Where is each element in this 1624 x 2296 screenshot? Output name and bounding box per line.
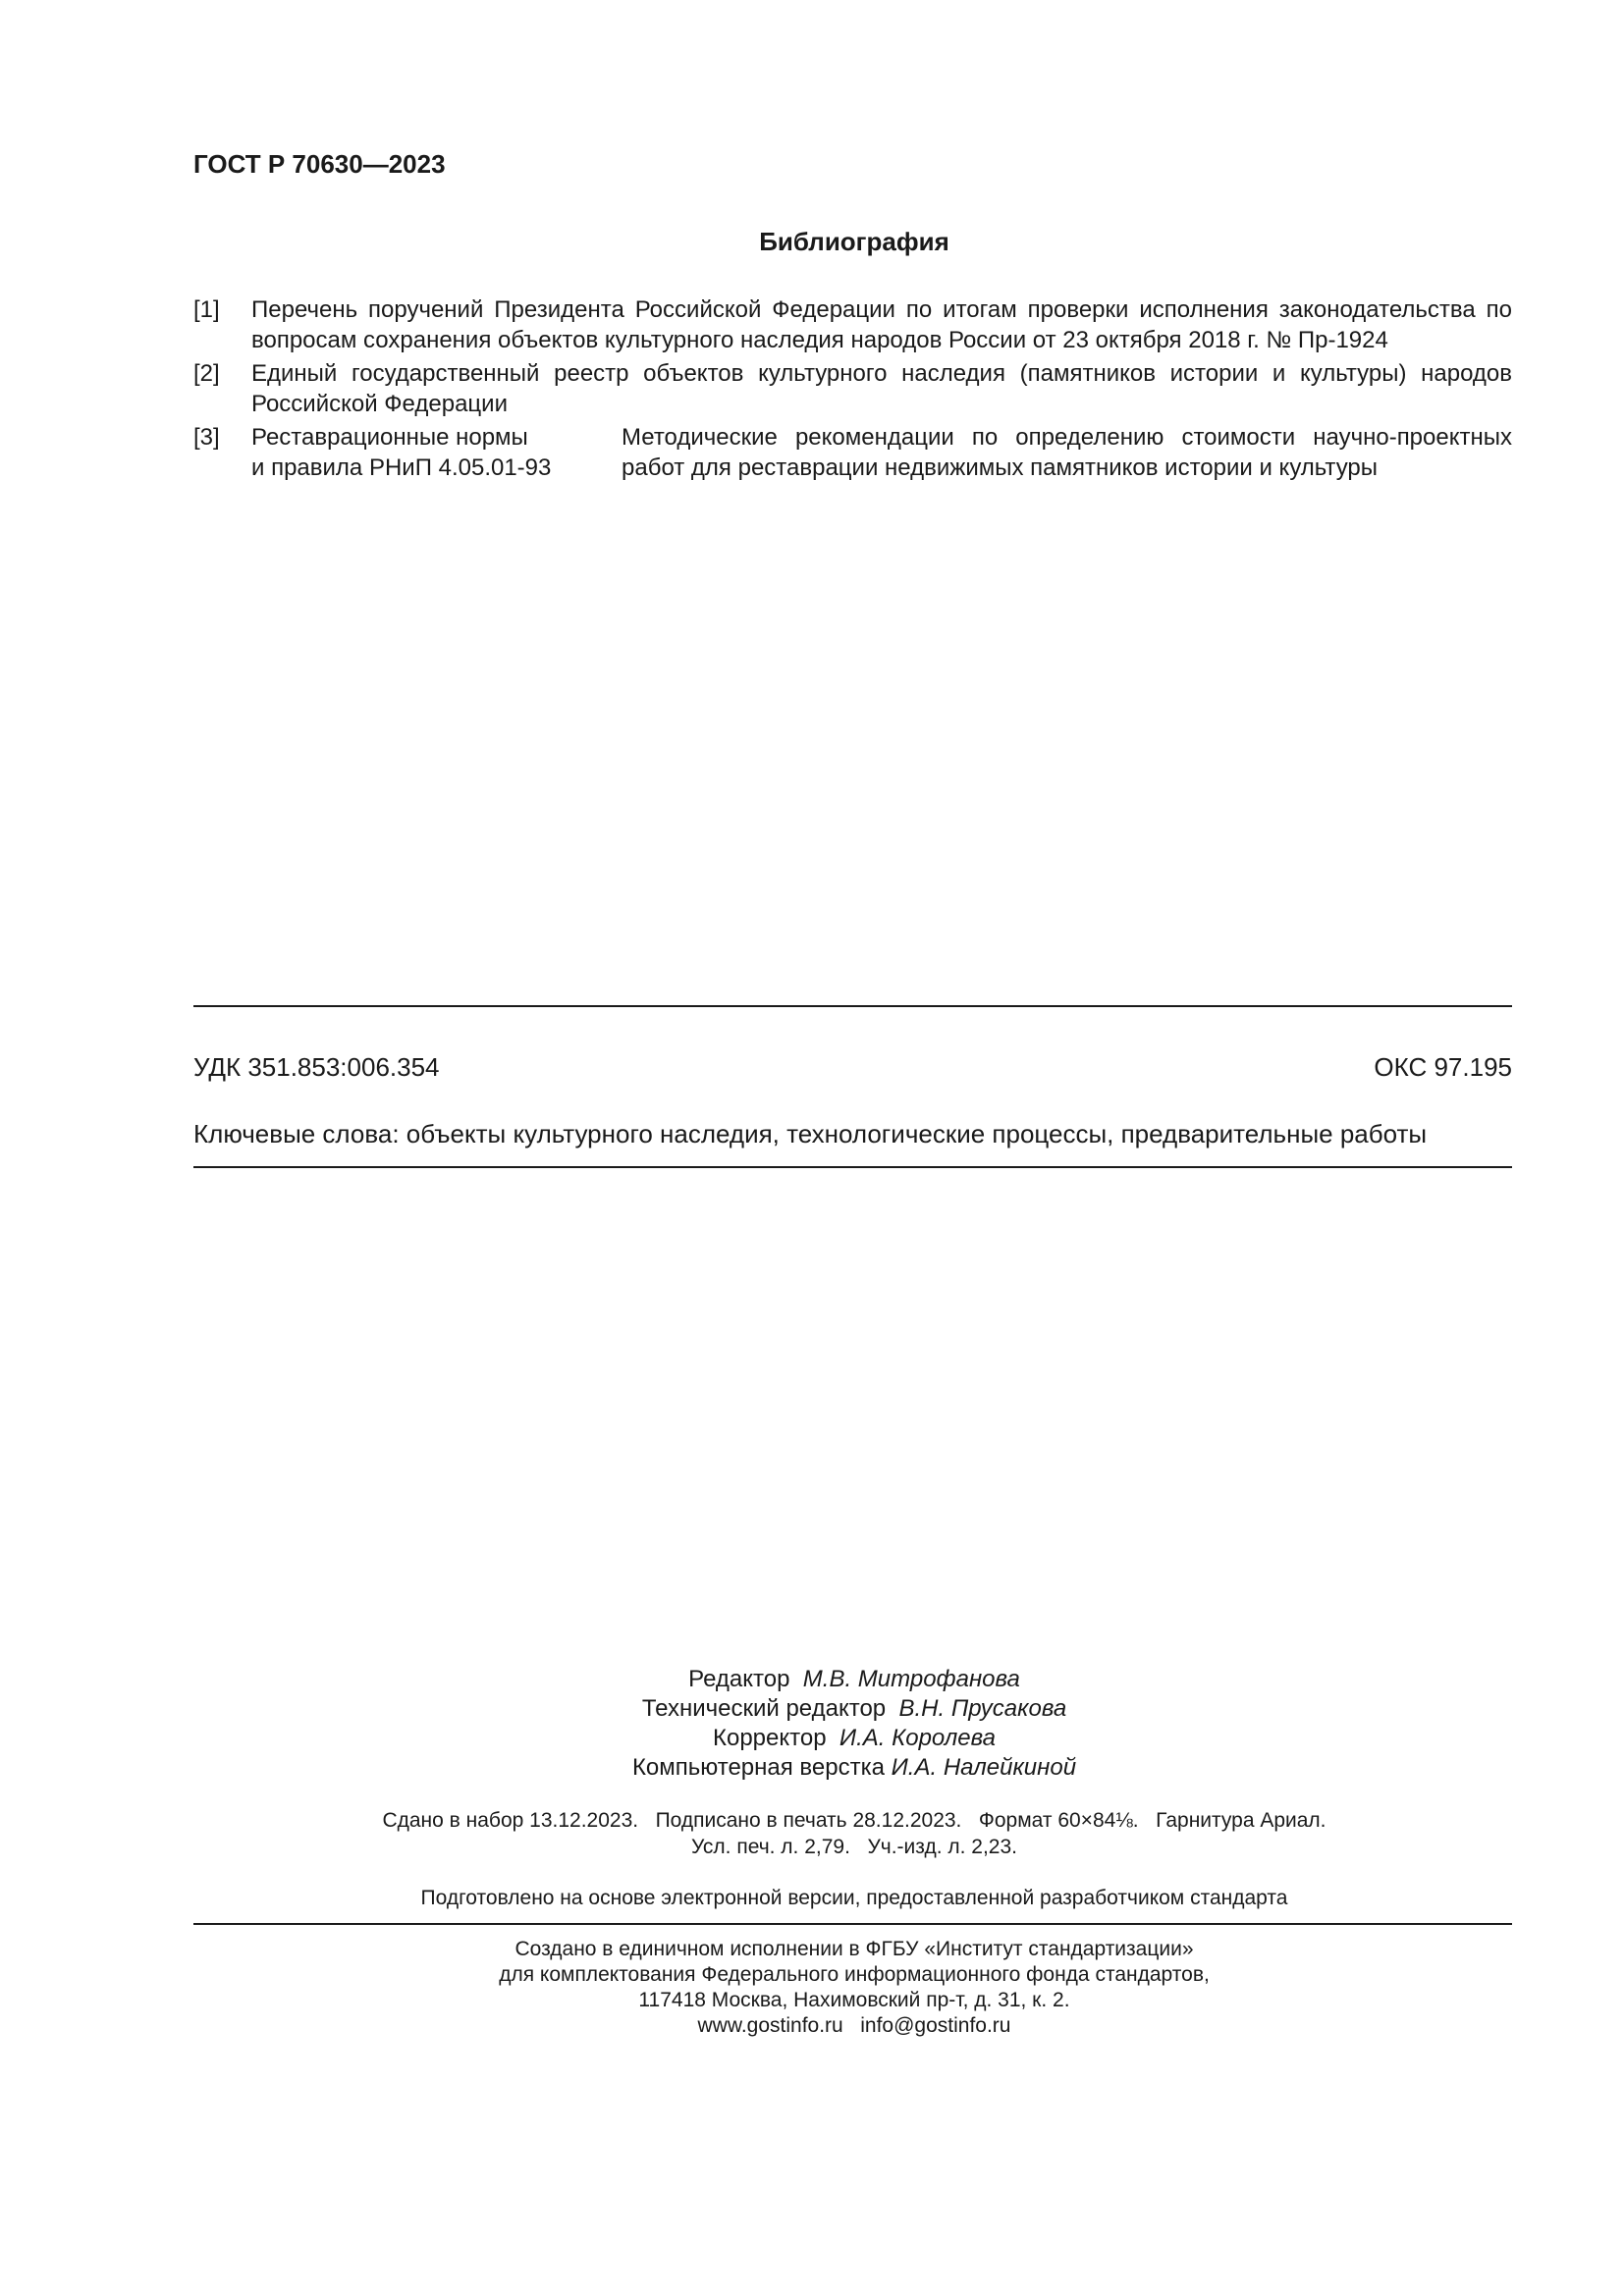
footer-line: Создано в единичном исполнении в ФГБУ «Институт стандартизации»	[514, 1938, 1194, 1960]
divider	[193, 1005, 1512, 1007]
bibliography-item-line: вопросам сохранения объектов культурного наследия народов России от 23 октября 2018 г. № Пр-1924	[251, 327, 1388, 353]
bibliography-item-number: [2]	[193, 360, 220, 387]
bibliography-item-line: и правила РНиП 4.05.01-93	[251, 454, 552, 481]
bibliography-title: Библиография	[759, 227, 949, 256]
bibliography-item-line: работ для реставрации недвижимых памятников истории и культуры	[622, 454, 1379, 481]
credit-technical-editor	[0, 1695, 1624, 1723]
bibliography-item-line: Методические рекомендации по определению стоимости научно-проектных	[622, 424, 1512, 451]
bibliography-item-number: [3]	[193, 424, 220, 451]
email-link[interactable]: info@gostinfo.ru	[860, 2014, 1011, 2037]
imprint-line: Сдано в набор 13.12.2023. Подписано в печать 28.12.2023. Формат 60×84⅛. Гарнитура Ариал.	[382, 1809, 1326, 1832]
credit-name: И.А. Налейкиной	[891, 1754, 1077, 1781]
bibliography-item-line: Реставрационные нормы	[251, 424, 528, 451]
divider	[193, 1166, 1512, 1168]
bibliography-item-text	[251, 358, 1512, 419]
footer-line: 117418 Москва, Нахимовский пр-т, д. 31, к. 2.	[638, 1989, 1070, 2011]
prepared-note: Подготовлено на основе электронной версии, предоставленной разработчиком стандарта	[420, 1887, 1288, 1909]
udk-code: УДК 351.853:006.354	[193, 1052, 440, 1082]
imprint-line: Усл. печ. л. 2,79. Уч.-изд. л. 2,23.	[690, 1836, 1017, 1858]
footer-line: для комплектования Федерального информационного фонда стандартов,	[499, 1963, 1210, 1986]
bibliography-item-line: Единый государственный реестр объектов культурного наследия (памятников истории и культуры) народов	[251, 360, 1512, 387]
bibliography-item-text	[251, 294, 1512, 355]
bibliography-item-line: Российской Федерации	[251, 391, 508, 417]
bibliography-item-line: Перечень поручений Президента Российской Федерации по итогам проверки исполнения законодательства по	[251, 296, 1512, 323]
oks-code: ОКС 97.195	[1374, 1052, 1512, 1082]
credit-role: Редактор	[688, 1666, 790, 1692]
bibliography-item-number: [1]	[193, 296, 220, 323]
keywords: Ключевые слова: объекты культурного наследия, технологические процессы, предварительные работы	[193, 1119, 1428, 1148]
credit-editor	[0, 1666, 1624, 1693]
credit-proofreader	[0, 1725, 1624, 1752]
credit-layout	[0, 1754, 1624, 1782]
bibliography-item-source	[251, 422, 605, 483]
website-link[interactable]: www.gostinfo.ru	[697, 2014, 843, 2037]
credit-role: Технический редактор	[641, 1695, 887, 1722]
credit-name: И.А. Королева	[839, 1725, 996, 1751]
bibliography-item-description	[622, 422, 1512, 483]
credit-name: В.Н. Прусакова	[898, 1695, 1067, 1722]
divider	[193, 1923, 1512, 1925]
footer-contacts	[0, 2013, 1624, 2039]
credit-role: Компьютерная верстка	[631, 1754, 885, 1781]
credit-name: М.В. Митрофанова	[802, 1666, 1020, 1692]
document-code: ГОСТ Р 70630—2023	[193, 149, 446, 179]
credit-role: Корректор	[713, 1725, 827, 1751]
